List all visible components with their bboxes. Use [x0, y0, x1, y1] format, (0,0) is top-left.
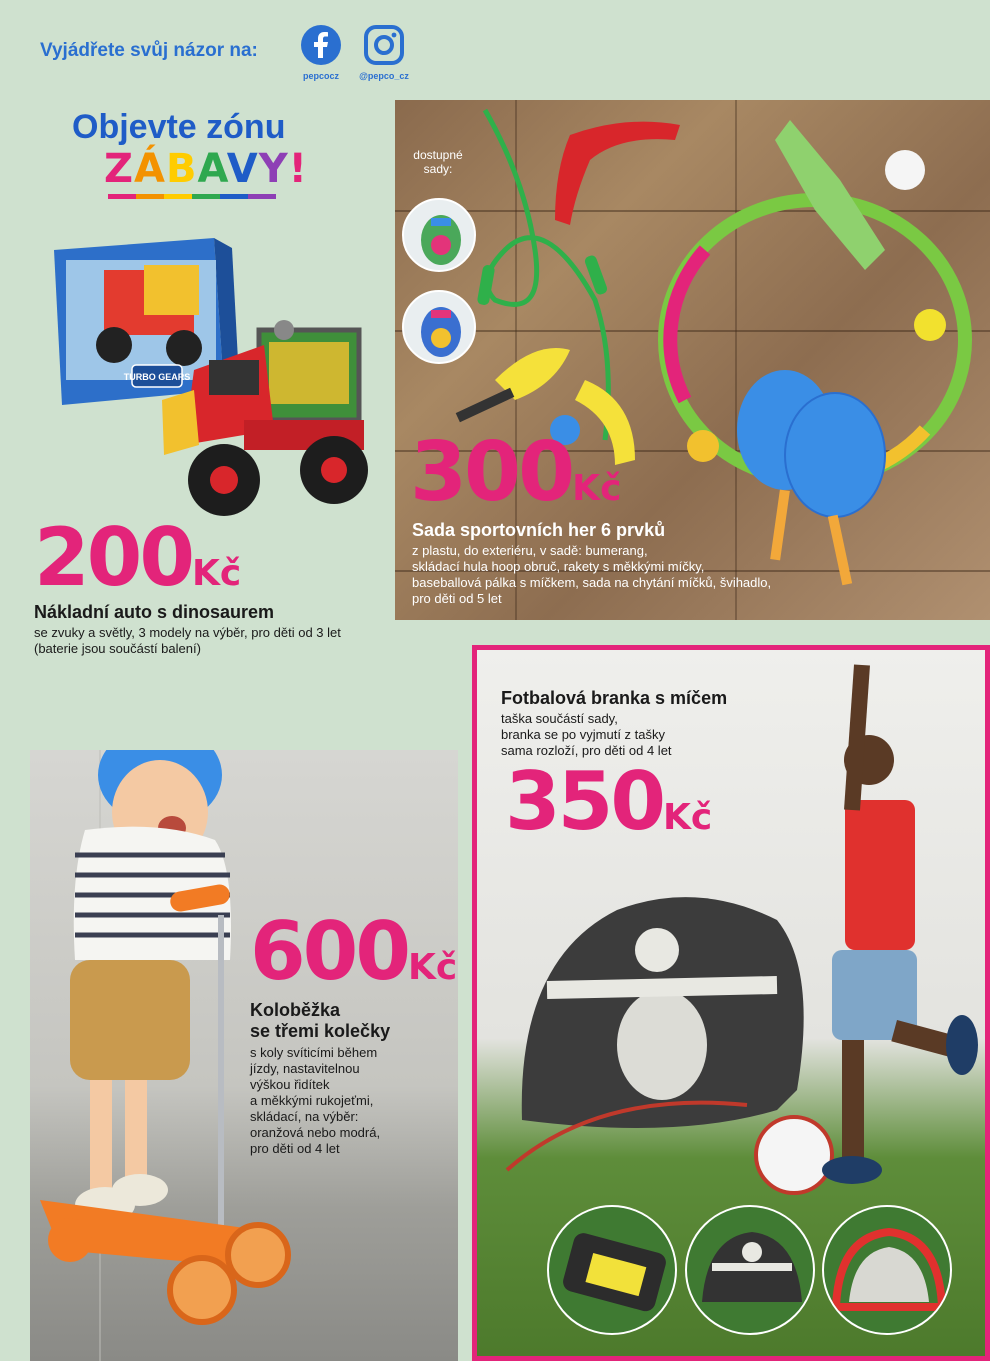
scooter-title-line: se třemi kolečky [250, 1021, 391, 1041]
sport-desc-line: skládací hula hoop obruč, rakety s měkkými míčky, [412, 559, 705, 574]
truck-price [34, 511, 242, 604]
sport-price [410, 425, 622, 520]
zone-fun-letter: ! [288, 146, 308, 192]
social-label: Vyjádřete svůj názor na: [40, 40, 258, 61]
goal-variant-bag[interactable] [547, 1205, 677, 1335]
scooter-title [250, 1000, 390, 1042]
available-sets-line: dostupné [413, 148, 463, 162]
truck-desc-line: (baterie jsou součástí balení) [34, 641, 201, 656]
facebook-link[interactable] [286, 24, 356, 81]
box-label: TURBO GEARS [123, 372, 191, 382]
truck-title: Nákladní auto s dinosaurem [34, 602, 275, 622]
zone-fun-letter: Á [134, 146, 166, 192]
sport-desc-line: z plastu, do exteriéru, v sadě: bumerang, [412, 543, 648, 558]
sport-price-value: 300 [410, 425, 573, 520]
zone-fun-heading [104, 146, 308, 192]
instagram-handle: @pepco_cz [359, 71, 409, 81]
truck-price-value: 200 [34, 511, 192, 604]
goal-desc-line: taška součástí sady, [501, 711, 618, 726]
sport-desc-line: pro děti od 5 let [412, 591, 502, 606]
scooter-desc-line: s koly svíticími během [250, 1045, 378, 1060]
goal-bag-icon [549, 1207, 677, 1335]
sport-title: Sada sportovních her 6 prvků [412, 520, 666, 540]
sport-items-illustration [395, 100, 990, 620]
goal-variant-red-net[interactable] [822, 1205, 952, 1335]
zone-fun-letter: A [197, 146, 227, 192]
goal-keeper-icon [687, 1207, 815, 1335]
goal-description [501, 711, 761, 759]
goal-product-frame [472, 645, 990, 1361]
goal-desc-line: branka se po vyjmutí z tašky [501, 727, 666, 742]
sport-desc-line: baseballová pálka s míčkem, sada na chytání míčků, švihadlo, [412, 575, 772, 590]
zone-title: Objevte zónu [72, 108, 286, 146]
instagram-icon [363, 24, 405, 66]
available-sets-label [395, 148, 481, 176]
facebook-icon [300, 24, 342, 66]
scooter-desc-line: a měkkými rukojeťmi, [250, 1093, 374, 1108]
scooter-title-line: Koloběžka [250, 1000, 341, 1020]
zone-fun-letter: Z [104, 146, 135, 192]
scooter-desc-line: pro děti od 4 let [250, 1141, 340, 1156]
truck-product-image [44, 230, 374, 525]
goal-price-currency: Kč [663, 797, 713, 838]
zone-color-bar [108, 194, 276, 199]
goal-red-net-icon [824, 1207, 952, 1335]
goal-desc-line: sama rozloží, pro děti od 4 let [501, 743, 672, 758]
goal-title: Fotbalová branka s míčem [501, 688, 728, 708]
truck-description [34, 625, 414, 657]
sport-set-photo [395, 100, 990, 620]
truck-desc-line: se zvuky a světly, 3 modely na výběr, pro děti od 3 let [34, 625, 341, 640]
zone-fun-letter: Y [258, 146, 289, 192]
instagram-link[interactable] [349, 24, 419, 81]
truck-price-currency: Kč [192, 553, 242, 594]
zone-fun-letter: B [165, 146, 198, 192]
variant-bag-blue[interactable] [402, 290, 476, 364]
scooter-desc-line: skládací, na výběr: [250, 1109, 359, 1124]
scooter-price [250, 905, 458, 998]
scooter-desc-line: oranžová nebo modrá, [250, 1125, 381, 1140]
scooter-desc-line: výškou řidítek [250, 1077, 330, 1092]
available-sets-line: sady: [423, 162, 453, 176]
scooter-price-value: 600 [250, 905, 408, 998]
goal-price [505, 755, 713, 848]
scooter-description [250, 1045, 450, 1157]
scooter-price-currency: Kč [408, 947, 458, 988]
scooter-desc-line: jízdy, nastavitelnou [250, 1061, 360, 1076]
goal-price-value: 350 [505, 755, 663, 848]
variant-bag-green[interactable] [402, 198, 476, 272]
facebook-handle: pepcocz [302, 71, 339, 81]
zone-fun-letter: V [226, 146, 259, 192]
goal-variant-keeper[interactable] [685, 1205, 815, 1335]
sport-price-currency: Kč [572, 468, 622, 509]
sport-description [412, 543, 852, 607]
